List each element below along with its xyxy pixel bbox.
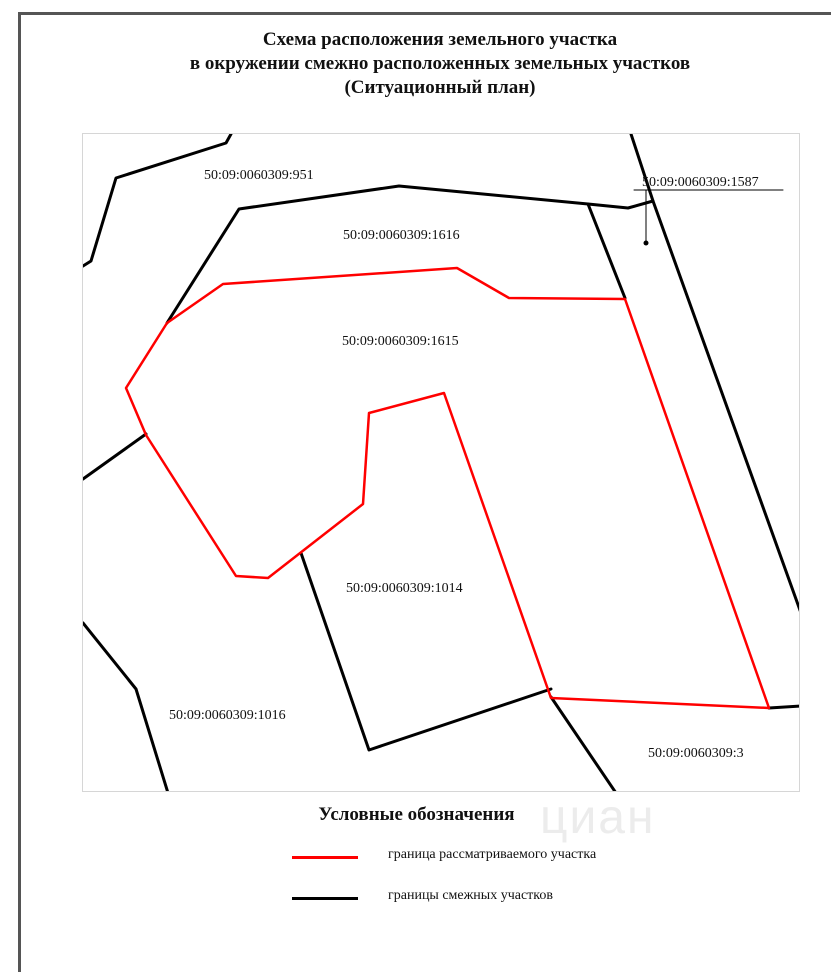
legend-label-subject: граница рассматриваемого участка [388, 847, 597, 862]
title-line-3: (Ситуационный план) [344, 77, 536, 98]
neighbor-boundary-1616-right [588, 204, 625, 298]
neighbor-boundary-1616-top [167, 186, 653, 323]
legend-title: Условные обозначения [318, 804, 515, 825]
parcel-label-3: 50:09:0060309:3 [648, 746, 744, 761]
neighbor-boundary-3-left [551, 697, 616, 792]
neighbor-boundary-1587-right [631, 134, 800, 613]
legend-label-neighbor: границы смежных участков [388, 888, 553, 903]
watermark: циан [540, 791, 656, 844]
parcel-label-1014: 50:09:0060309:1014 [346, 581, 463, 596]
parcel-label-1016: 50:09:0060309:1016 [169, 708, 286, 723]
situation-plan-map [82, 133, 800, 792]
neighbor-boundary-west [83, 434, 146, 479]
parcel-label-951: 50:09:0060309:951 [204, 168, 314, 183]
parcel-label-1616: 50:09:0060309:1616 [343, 228, 460, 243]
parcel-label-1615: 50:09:0060309:1615 [342, 334, 459, 349]
legend-swatch-red-line [292, 856, 358, 859]
title-line-1: Схема расположения земельного участка [262, 29, 618, 50]
neighbor-boundary-1016 [83, 623, 168, 792]
marker-dot-1587 [644, 241, 649, 246]
map-title [60, 28, 820, 100]
parcel-label-1587: 50:09:0060309:1587 [642, 175, 759, 190]
neighbor-boundary-3-right [769, 706, 800, 708]
legend-swatch-black-line [292, 897, 358, 900]
title-line-2: в окружении смежно расположенных земельных участков [189, 53, 691, 74]
map-canvas [83, 134, 800, 792]
parcel-labels [169, 168, 759, 761]
neighbor-boundary-951-left [83, 134, 231, 266]
